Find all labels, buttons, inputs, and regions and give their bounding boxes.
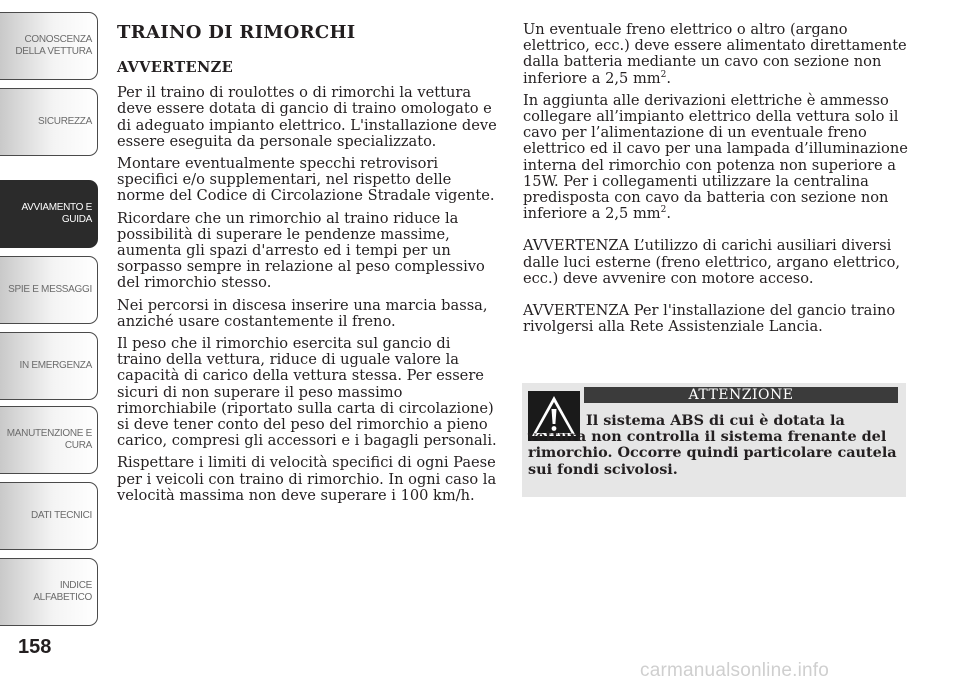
tab-indice-alfabetico[interactable]: INDICE ALFABETICO [0, 558, 98, 626]
section-tabs [0, 0, 100, 640]
warning-text [528, 413, 900, 478]
paragraph-text: Un eventuale freno elettrico o altro (argano elettrico, ecc.) deve essere alimentato direttamente dalla batteria mediante un cavo con sezione non inferiore a 2,5 mm [523, 21, 907, 87]
tab-sicurezza[interactable]: SICUREZZA [0, 88, 98, 156]
warning-text-line1: Il sistema ABS di cui è dotata la [586, 412, 845, 429]
superscript: 2 [660, 69, 667, 80]
watermark: carmanualsonline.info [640, 660, 830, 681]
tab-conoscenza-della-vettura[interactable]: CONOSCENZA DELLA VETTURA [0, 12, 98, 80]
tab-in-emergenza[interactable]: IN EMERGENZA [0, 332, 98, 400]
paragraph-text: In aggiunta alle derivazioni elettriche è ammesso collegare all’impianto elettrico della vettura solo il cavo per l’alimentazione di un eventuale freno elettrico ed il cavo per una lampada d’illuminazione interna del rimorchio con potenza non superiore a 15W. Per i collegamenti utilizzare la centralina predisposta con cavo da batteria con sezione non inferiore a 2,5 mm [523, 91, 908, 223]
paragraph [523, 22, 909, 87]
paragraph: Ricordare che un rimorchio al traino riduce la possibilità di superare le pendenze massime, aumenta gli spazi d'arresto ed i tempi per un sorpasso sempre in relazione al peso complessivo del rimorchio stesso. [117, 209, 485, 292]
tab-avviamento-e-guida[interactable]: AVVIAMENTO E GUIDA [0, 180, 98, 248]
paragraph: AVVERTENZA L’utilizzo di carichi ausiliari diversi dalle luci esterne (freno elettrico, argano elettrico, ecc.) deve avvenire con motore acceso. [523, 237, 901, 287]
tab-spie-e-messaggi[interactable]: SPIE E MESSAGGI [0, 256, 98, 324]
paragraph: Nei percorsi in discesa inserire una marcia bassa, anziché usare costantemente il freno. [117, 296, 488, 330]
warning-heading: ATTENZIONE [584, 387, 898, 403]
section-subtitle: AVVERTENZE [117, 59, 234, 76]
right-column [523, 22, 909, 341]
paragraph: AVVERTENZA Per l'installazione del gancio traino rivolgersi alla Rete Assistenziale Lancia. [523, 302, 896, 336]
paragraph: Il peso che il rimorchio esercita sul gancio di traino della vettura, riduce di uguale valore la capacità di carico della vettura stessa. Per essere sicuri di non superare il peso massimo rimorchiabile (riportato sulla carta di circolazione) si deve tener conto del peso del rimorchio a pieno carico, compresi gli accessori e i bagagli personali. [117, 335, 497, 450]
page-title: TRAINO DI RIMORCHI [117, 22, 356, 43]
paragraph: Per il traino di roulottes o di rimorchi la vettura deve essere dotata di gancio di traino omologato e di adeguato impianto elettrico. L'installazione deve essere eseguita da personale specializzato. [117, 84, 497, 150]
left-column [117, 22, 499, 510]
paragraph: Rispettare i limiti di velocità specifici di ogni Paese per i veicoli con traino di rimorchio. In ogni caso la velocità massima non deve superare i 100 km/h. [117, 454, 497, 504]
paragraph-end: . [666, 205, 672, 223]
page-number: 158 [18, 636, 52, 658]
warning-text-rest: vettura non controlla il sistema frenante del rimorchio. Occorre quindi particolare cautela sui fondi scivolosi. [528, 428, 897, 478]
paragraph [523, 93, 909, 223]
superscript: 2 [660, 205, 667, 216]
warning-box [522, 383, 906, 497]
tab-dati-tecnici[interactable]: DATI TECNICI [0, 482, 98, 550]
tab-manutenzione-e-cura[interactable]: MANUTENZIONE E CURA [0, 406, 98, 474]
paragraph: Montare eventualmente specchi retrovisori specifici e/o supplementari, nel rispetto delle norme del Codice di Circolazione Stradale vigente. [117, 155, 495, 205]
paragraph-end: . [666, 69, 672, 87]
